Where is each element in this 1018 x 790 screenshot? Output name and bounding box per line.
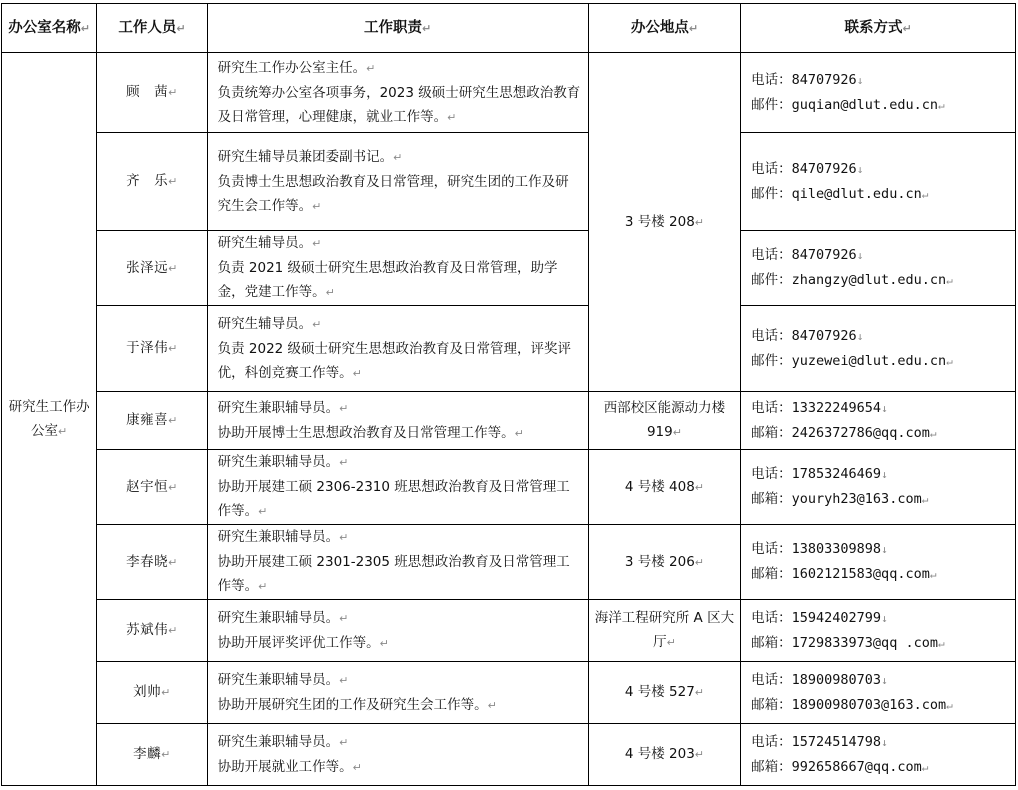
person-cell: 于泽伟↵ [97,306,207,392]
person-cell: 李春晓↵ [97,525,207,600]
duty-title: 研究生兼职辅导员。↵ [217,609,349,626]
location-cell: 3 号楼 206↵ [588,525,740,600]
paragraph-mark: ↵ [176,21,186,35]
duty-detail: 负责统筹办公室各项事务，2023 级硕士研究生思想政治教育及日常管理，心理健康，就业工作等。↵ [217,84,581,125]
email-link[interactable]: 邮件：zhangzy@dlut.edu.cn↵ [751,272,953,288]
person-name: 李春晓 [126,553,169,570]
contact-cell [741,662,1016,724]
office-name: 研究生工作办公室 [8,398,90,439]
table-row [2,724,1016,786]
duty-detail: 协助开展博士生思想政治教育及日常管理工作等。↵ [217,424,524,441]
person-cell: 苏斌伟↵ [97,600,207,662]
email-link[interactable]: 邮箱：youryh23@163.com↵ [751,491,929,507]
person-name: 于泽伟 [126,340,169,356]
location-cell: 4 号楼 408↵ [588,450,740,525]
paragraph-mark: ↵ [58,424,68,438]
header-person [97,4,207,53]
table-row [2,525,1016,600]
header-location [588,4,740,53]
duty-detail: 负责 2021 级硕士研究生思想政治教育及日常管理，助学金，党建工作等。↵ [217,260,558,300]
contact-cell [741,724,1016,786]
contact-cell [741,450,1016,525]
phone-text: 电话：15942402799↓ [751,609,888,626]
phone-text: 电话：84707926↓ [751,247,864,263]
phone-text: 电话：84707926↓ [751,160,864,177]
person-name: 张泽远 [126,259,169,276]
person-name: 刘帅 [133,684,162,700]
header-duty [207,4,588,53]
paragraph-mark: ↵ [688,21,699,35]
location-cell: 海洋工程研究所 A 区大厅↵ [588,600,740,662]
duty-title: 研究生兼职辅导员。↵ [217,671,349,688]
email-link[interactable]: 邮件：guqian@dlut.edu.cn↵ [751,96,945,113]
location-cell: 西部校区能源动力楼 919↵ [588,392,740,450]
contact-cell [741,600,1016,662]
duty-detail: 负责 2022 级硕士研究生思想政治教育及日常管理，评奖评优，科创竞赛工作等。↵ [217,340,572,381]
paragraph-mark: ↵ [422,21,432,35]
phone-text: 电话：84707926↓ [751,71,864,88]
duty-detail: 协助开展评奖评优工作等。↵ [217,634,389,651]
phone-text: 电话：84707926↓ [751,327,864,344]
person-cell: 李麟↵ [97,724,207,786]
person-name: 齐 乐 [126,173,169,189]
contact-cell [741,525,1016,600]
contact-cell [741,306,1016,392]
person-name: 康雍喜 [126,412,169,428]
duty-cell [207,392,588,450]
person-cell [97,53,207,133]
location-text: 4 号楼 203 [624,746,695,762]
table-row [2,53,1016,133]
person-cell: 康雍喜↵ [97,392,207,450]
duty-title: 研究生兼职辅导员。↵ [217,454,349,470]
duty-title: 研究生辅导员。↵ [217,235,322,251]
office-name-cell [2,53,97,786]
email-link[interactable]: 邮箱：2426372786@qq.com↵ [751,424,937,441]
location-cell: 4 号楼 203↵ [588,724,740,786]
person-name: 李麟 [133,746,162,762]
duty-detail: 协助开展建工硕 2301-2305 班思想政治教育及日常管理工作等。↵ [217,554,570,594]
staff-directory-table [1,3,1016,786]
email-link[interactable]: 邮箱：1602121583@qq.com↵ [751,566,937,582]
email-link[interactable]: 邮件：yuzewei@dlut.edu.cn↵ [751,352,953,369]
email-link[interactable]: 邮箱：992658667@qq.com↵ [751,758,929,775]
table-row [2,662,1016,724]
duty-cell [207,53,588,133]
duty-title: 研究生兼职辅导员。↵ [217,529,349,545]
header-location-label: 办公地点 [630,19,689,36]
person-cell: 赵宇恒↵ [97,450,207,525]
table-row [2,306,1016,392]
duty-cell [207,662,588,724]
duty-detail: 协助开展就业工作等。↵ [217,758,362,775]
person-cell: 齐 乐↵ [97,133,207,231]
header-person-label: 工作人员 [118,19,177,36]
duty-title: 研究生辅导员。↵ [217,315,322,332]
duty-title: 研究生兼职辅导员。↵ [217,733,349,750]
table-row [2,133,1016,231]
duty-cell [207,450,588,525]
duty-cell [207,724,588,786]
location-text: 4 号楼 527 [624,684,695,700]
header-duty-label: 工作职责 [364,19,423,36]
email-link[interactable]: 邮件：qile@dlut.edu.cn↵ [751,185,929,202]
location-text: 海洋工程研究所 A 区大厅 [594,610,735,650]
header-contact-label: 联系方式 [844,19,903,36]
header-office [2,4,97,53]
email-link[interactable]: 邮箱：18900980703@163.com↵ [751,696,953,713]
duty-cell [207,600,588,662]
location-text: 3 号楼 206 [624,553,695,570]
phone-text: 电话：17853246469↓ [751,466,888,482]
table-row [2,392,1016,450]
duty-cell [207,133,588,231]
table-row [2,600,1016,662]
header-contact [741,4,1016,53]
contact-cell [741,231,1016,306]
person-cell: 张泽远↵ [97,231,207,306]
person-name: 苏斌伟 [126,622,169,638]
duty-title: 研究生辅导员兼团委副书记。↵ [217,148,403,165]
person-cell: 刘帅↵ [97,662,207,724]
duty-detail: 负责博士生思想政治教育及日常管理，研究生团的工作及研究生会工作等。↵ [217,173,569,214]
location-cell: 3 号楼 208↵ [588,53,740,392]
table-row [2,450,1016,525]
table-row [2,231,1016,306]
location-cell: 4 号楼 527↵ [588,662,740,724]
contact-cell [741,392,1016,450]
header-office-label: 办公室名称 [8,19,81,36]
duty-cell [207,231,588,306]
table-header-row [2,4,1016,53]
duty-cell [207,525,588,600]
contact-cell [741,133,1016,231]
duty-title: 研究生兼职辅导员。↵ [217,399,349,416]
contact-cell [741,53,1016,133]
phone-text: 电话：15724514798↓ [751,733,888,750]
phone-text: 电话：18900980703↓ [751,671,888,688]
location-text: 3 号楼 208 [624,213,695,230]
phone-text: 电话：13803309898↓ [751,541,888,557]
duty-detail: 协助开展建工硕 2306-2310 班思想政治教育及日常管理工作等。↵ [217,479,570,519]
person-name: 顾 茜 [126,84,169,100]
paragraph-mark: ↵ [168,86,178,99]
duty-detail: 协助开展研究生团的工作及研究生会工作等。↵ [217,696,497,713]
location-text: 4 号楼 408 [624,478,695,495]
duty-cell [207,306,588,392]
phone-text: 电话：13322249654↓ [751,399,888,416]
duty-title: 研究生工作办公室主任。↵ [217,59,376,76]
paragraph-mark: ↵ [902,21,912,35]
person-name: 赵宇恒 [126,478,169,495]
location-text: 西部校区能源动力楼 919 [603,400,726,440]
email-link[interactable]: 邮箱：1729833973@qq .com↵ [751,634,945,651]
paragraph-mark: ↵ [80,21,90,35]
